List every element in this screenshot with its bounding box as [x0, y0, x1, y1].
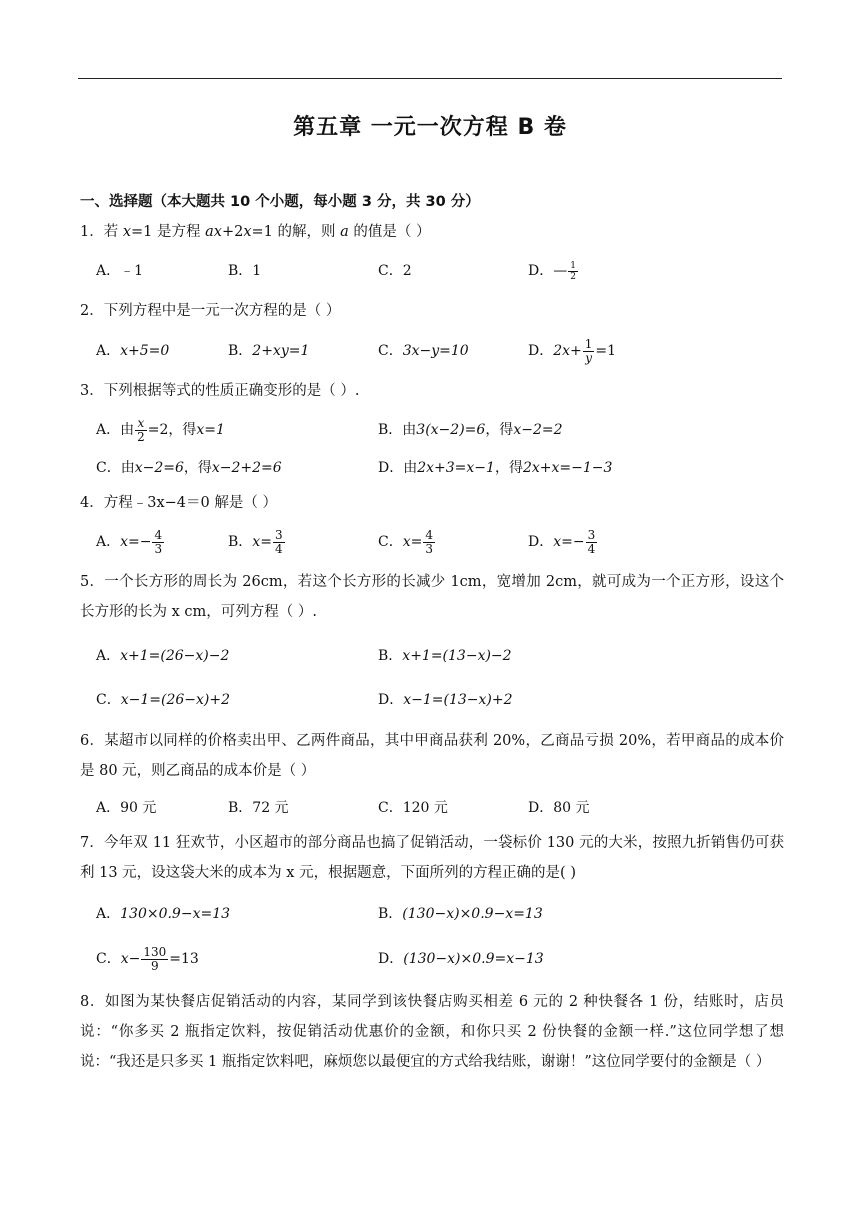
option-b: B．x+1=(13−x)−2 — [378, 648, 512, 664]
question-3: 3．下列根据等式的性质正确变形的是（ ）. — [80, 383, 360, 399]
option-a: A．x=− $\frac{4}{3}$ — [96, 527, 163, 556]
option-b: B．72 元 — [228, 800, 289, 816]
section-heading: 一、选择题（本大题共 10 个小题，每小题 3 分，共 30 分） — [80, 194, 480, 210]
option-a: A．90 元 — [96, 800, 157, 816]
option-d: D．(130−x)×0.9=x−13 — [378, 951, 544, 967]
question-2: 2．下列方程中是一元一次方程的是（ ） — [80, 303, 341, 319]
question-5-options-ab — [96, 641, 786, 671]
option-d: D．80 元 — [528, 800, 590, 816]
question-6-options — [96, 793, 786, 823]
option-d: D．2x+ $\frac{1}{y}$ =1 — [528, 336, 617, 365]
option-b: B．2+xy=1 — [228, 343, 310, 359]
header-rule — [78, 78, 782, 79]
question-4: 4．方程﹣3x−4＝0 解是（ ） — [80, 495, 277, 511]
option-c: C．3x−y=10 — [378, 343, 469, 359]
question-7-options-ab — [96, 899, 786, 929]
option-a: A．130×0.9−x=13 — [96, 906, 231, 922]
option-c: C．x−1=(26−x)+2 — [96, 692, 230, 708]
option-b: B．(130−x)×0.9−x=13 — [378, 906, 543, 922]
option-c: C．x= $\frac{4}{3}$ — [378, 527, 433, 556]
option-c: C．由x−2=6，得x−2+2=6 — [96, 460, 282, 476]
question-7-options-cd — [96, 944, 786, 974]
option-b: B．由3(x−2)=6，得x−2=2 — [378, 422, 563, 438]
option-c: C．x− $\frac{130}{9}$ =13 — [96, 944, 199, 973]
option-a: A．x+1=(26−x)−2 — [96, 648, 230, 664]
question-8: 8．如图为某快餐店促销活动的内容，某同学到该快餐店购买相差 6 元的 2 种快餐各 1 份，结账时，店员说：“你多买 2 瓶指定饮料，按促销活动优惠价的金额，和你只买 2 份快餐的金额一样.”这位同学想了想说：“我还是只多买 1 瓶指定饮料吧，麻烦您以最便宜的方式给我结账，谢谢！”这位同学要付的金额是（ ） — [80, 994, 784, 1070]
question-4-options — [96, 527, 786, 557]
option-c: C．2 — [378, 263, 412, 279]
option-b: B．1 — [228, 263, 262, 279]
question-6: 6．某超市以同样的价格卖出甲、乙两件商品，其中甲商品获利 20%，乙商品亏损 20%，若甲商品的成本价是 80 元，则乙商品的成本价是（ ） — [80, 733, 784, 779]
option-a: A．由 $\frac{x}{2}$ =2，得x=1 — [96, 415, 225, 444]
option-a: A．x+5=0 — [96, 343, 170, 359]
option-d: D．由2x+3=x−1，得2x+x=−1−3 — [378, 460, 613, 476]
page-title: 第五章 一元一次方程 B 卷 — [293, 115, 567, 140]
question-5-options-cd — [96, 685, 786, 715]
option-a: A．﹣1 — [96, 263, 144, 279]
question-5: 5．一个长方形的周长为 26cm，若这个长方形的长减少 1cm，宽增加 2cm，就可成为一个正方形，设这个长方形的长为 x cm，可列方程（ ）. — [80, 574, 784, 620]
option-d: D．— $\frac{1}{2}$ — [528, 260, 576, 282]
question-1: 1．若 x=1 是方程 ax+2x=1 的解，则 a 的值是（ ） — [80, 224, 431, 240]
question-7: 7．今年双 11 狂欢节，小区超市的部分商品也搞了促销活动，一袋标价 130 元的大米，按照九折销售仍可获利 13 元，设这袋大米的成本为 x 元，根据题意，下面所列的方程正确的是( ) — [80, 835, 784, 881]
option-b: B．x= $\frac{3}{4}$ — [228, 527, 283, 556]
option-d: D．x=− $\frac{3}{4}$ — [528, 527, 596, 556]
question-2-options — [96, 336, 786, 366]
question-3-options-cd — [96, 453, 786, 483]
question-3-options-ab — [96, 415, 786, 445]
option-c: C．120 元 — [378, 800, 448, 816]
question-1-options — [96, 256, 786, 286]
option-d: D．x−1=(13−x)+2 — [378, 692, 513, 708]
